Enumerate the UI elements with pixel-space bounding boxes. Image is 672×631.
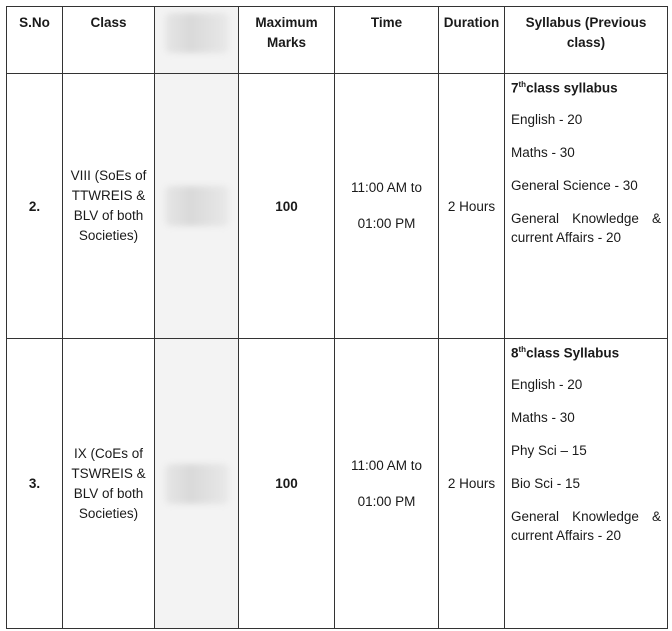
row-syllabus	[505, 74, 668, 339]
header-max-marks-label: Maximum Marks	[255, 15, 318, 50]
row-time-start: 11:00 AM to	[350, 457, 423, 473]
header-sno: S.No	[7, 7, 63, 74]
row-class: VIII (SoEs of TTWREIS & BLV of both Societies)	[63, 74, 155, 339]
row-sno: 2.	[7, 74, 63, 339]
table-row	[7, 339, 668, 629]
row-max-marks: 100	[239, 339, 335, 629]
syllabus-heading-number: 8	[511, 345, 519, 361]
syllabus-heading-suffix: th	[518, 345, 527, 354]
header-max-marks	[239, 7, 335, 74]
syllabus-heading	[511, 345, 661, 361]
row-syllabus	[505, 339, 668, 629]
redacted-block	[165, 13, 229, 53]
syllabus-item: English - 20	[511, 376, 583, 392]
header-class: Class	[63, 7, 155, 74]
syllabus-heading-suffix: th	[518, 80, 527, 89]
row-redacted	[155, 74, 239, 339]
syllabus-item: General Science - 30	[511, 177, 638, 193]
header-syllabus: Syllabus (Previous class)	[505, 7, 668, 74]
row-redacted	[155, 339, 239, 629]
row-sno: 3.	[7, 339, 63, 629]
header-time: Time	[335, 7, 439, 74]
row-max-marks: 100	[239, 74, 335, 339]
syllabus-item: General Knowledge & current Affairs - 20	[511, 508, 661, 543]
header-redacted	[155, 7, 239, 74]
syllabus-heading-number: 7	[511, 80, 519, 96]
syllabus-item: Phy Sci – 15	[511, 442, 587, 458]
row-time	[335, 339, 439, 629]
syllabus-item: Maths - 30	[511, 409, 575, 425]
header-duration: Duration	[439, 7, 505, 74]
redacted-block	[165, 464, 229, 504]
syllabus-heading-text: class syllabus	[526, 80, 618, 96]
row-class: IX (CoEs of TSWREIS & BLV of both Societies)	[63, 339, 155, 629]
row-time-start: 11:00 AM to	[350, 180, 423, 195]
syllabus-item: Bio Sci - 15	[511, 475, 581, 491]
row-time	[335, 74, 439, 339]
row-time-end: 01:00 PM	[357, 216, 416, 231]
row-duration: 2 Hours	[439, 339, 505, 629]
exam-schedule-table	[6, 6, 668, 629]
syllabus-item: English - 20	[511, 111, 583, 127]
row-time-end: 01:00 PM	[357, 493, 416, 509]
table-header-row	[7, 7, 668, 74]
redacted-block	[165, 186, 229, 226]
table-row	[7, 74, 668, 339]
syllabus-heading-text: class Syllabus	[526, 345, 620, 361]
row-duration: 2 Hours	[439, 74, 505, 339]
syllabus-item: General Knowledge & current Affairs - 20	[511, 210, 661, 245]
syllabus-item: Maths - 30	[511, 144, 575, 160]
syllabus-heading	[511, 80, 661, 96]
